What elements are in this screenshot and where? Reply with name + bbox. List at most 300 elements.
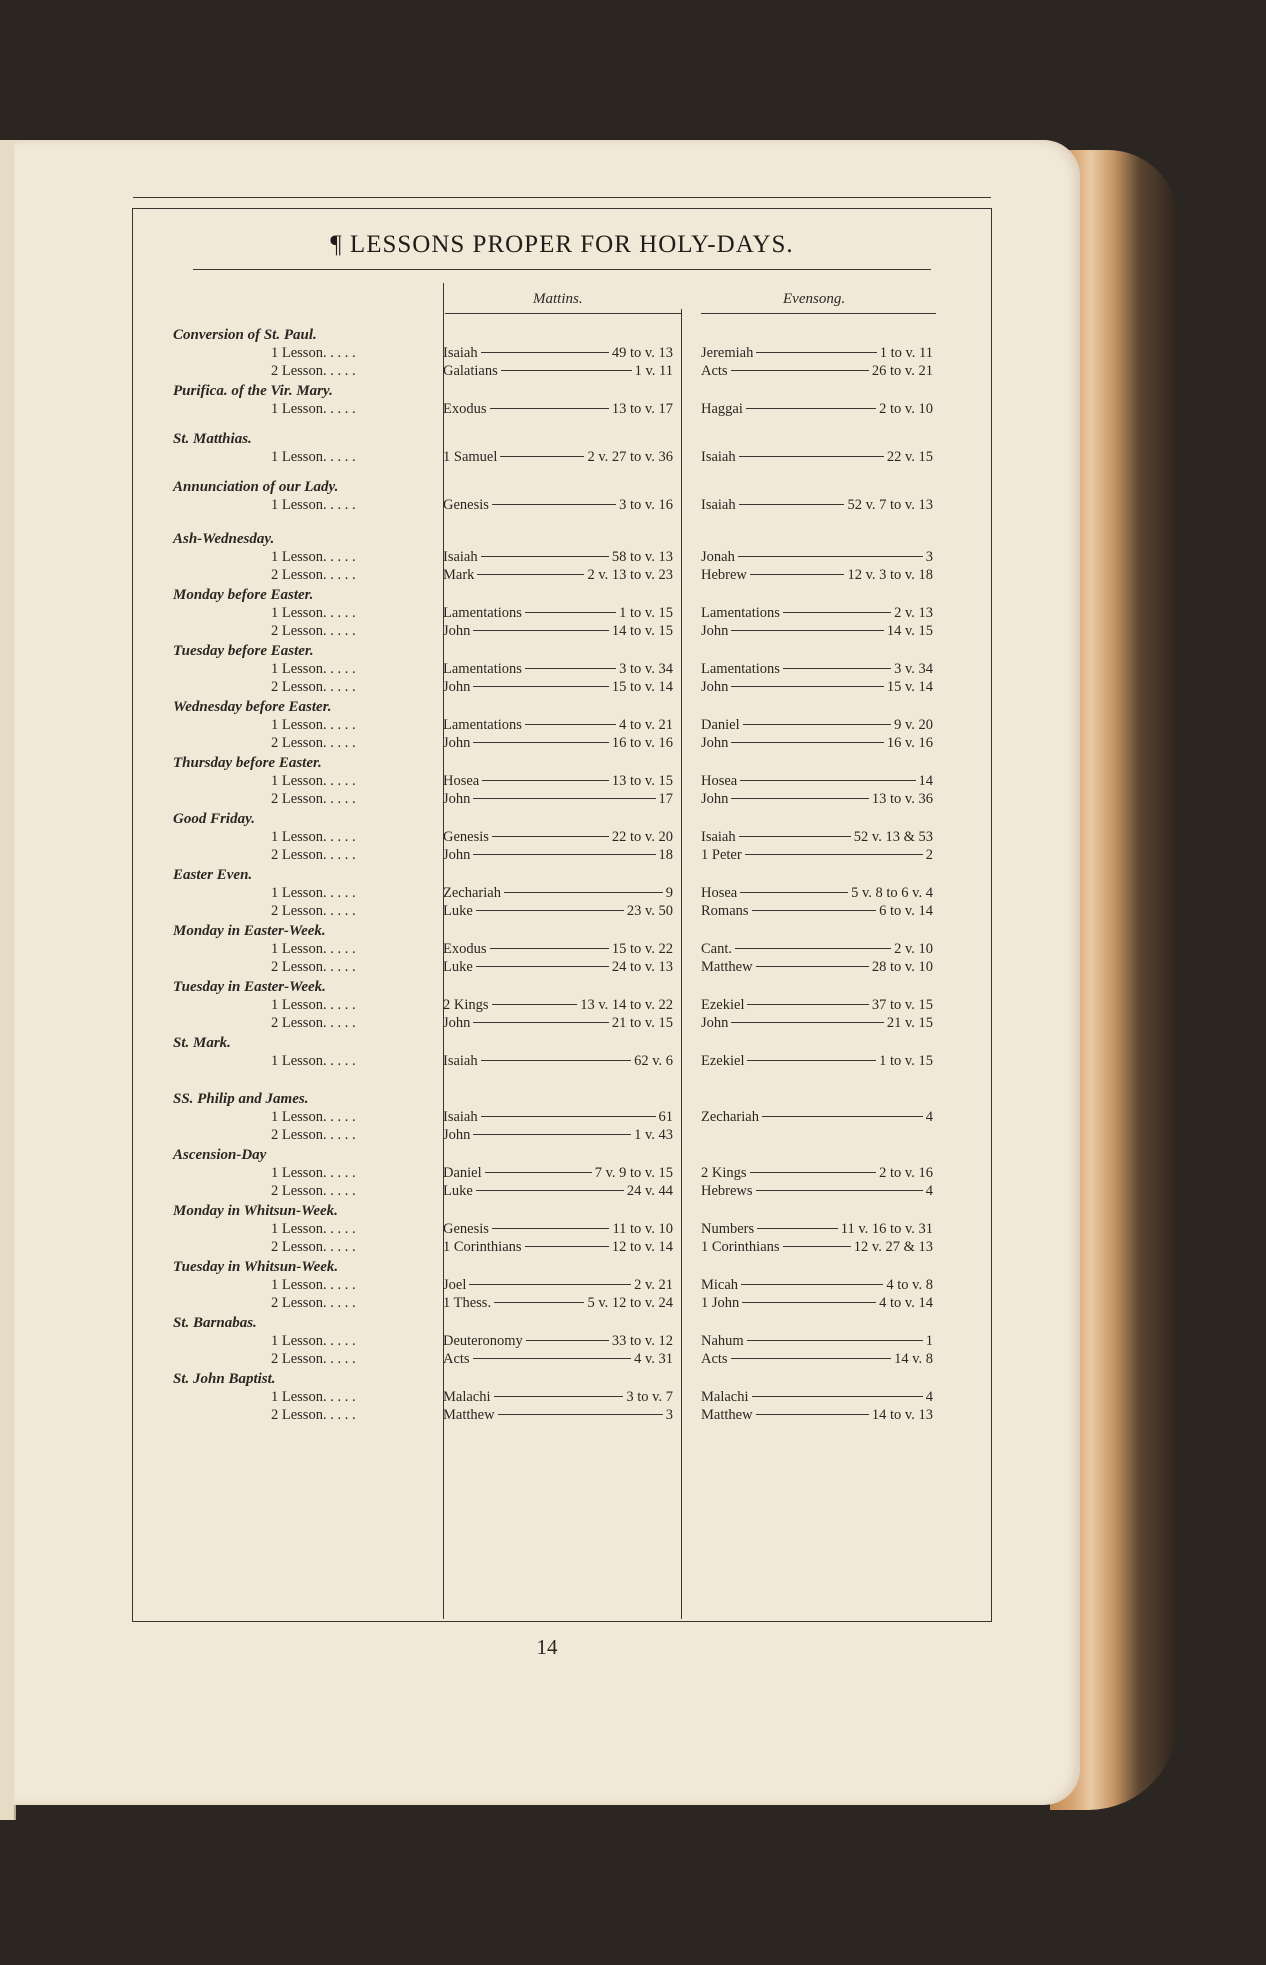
mattins-reference: 2 v. 13 to v. 23 <box>587 567 673 583</box>
leader-rule <box>473 1358 631 1359</box>
evensong-reference: 26 to v. 21 <box>871 363 933 379</box>
evensong-book: Matthew <box>701 959 753 975</box>
mattins-book: Isaiah <box>443 549 478 565</box>
evensong-lesson <box>701 661 933 678</box>
evensong-reference: 4 <box>925 1183 933 1199</box>
mattins-reference: 15 to v. 22 <box>611 941 673 957</box>
mattins-book: Daniel <box>443 1165 482 1181</box>
lesson-label: 2 Lesson. . . . . <box>271 1407 356 1423</box>
evensong-book: Micah <box>701 1277 739 1293</box>
mattins-lesson <box>443 1295 673 1312</box>
evensong-book: John <box>701 679 729 695</box>
lesson-label: 2 Lesson. . . . . <box>271 679 356 695</box>
evensong-book: Nahum <box>701 1333 744 1349</box>
evensong-lesson <box>701 1183 933 1200</box>
leader-rule <box>739 504 845 505</box>
evensong-book: Acts <box>701 1351 728 1367</box>
evensong-lesson <box>701 1165 933 1182</box>
holy-day-name: Annunciation of our Lady. <box>173 479 339 495</box>
evensong-reference: 3 <box>925 549 933 565</box>
evensong-book: Romans <box>701 903 749 919</box>
leader-rule <box>476 910 624 911</box>
mattins-lesson <box>443 363 673 380</box>
mattins-reference: 1 v. 43 <box>634 1127 673 1143</box>
leader-rule <box>482 780 609 781</box>
mattins-book: Genesis <box>443 497 489 513</box>
title-rule <box>193 269 931 270</box>
mattins-book: Acts <box>443 1351 470 1367</box>
leader-rule <box>739 836 851 837</box>
evensong-lesson <box>701 1333 933 1350</box>
leader-rule <box>740 780 915 781</box>
holy-day-name: St. Matthias. <box>173 431 252 447</box>
leader-rule <box>490 948 609 949</box>
mattins-book: Malachi <box>443 1389 491 1405</box>
holy-day-name: St. Barnabas. <box>173 1315 257 1331</box>
mattins-lesson <box>443 661 673 678</box>
leader-rule <box>783 612 891 613</box>
mattins-reference: 5 v. 12 to v. 24 <box>587 1295 673 1311</box>
mattins-reference: 3 <box>665 1407 673 1423</box>
mattins-reference: 22 to v. 20 <box>611 829 673 845</box>
lesson-label: 2 Lesson. . . . . <box>271 1183 356 1199</box>
evensong-reference: 21 v. 15 <box>886 1015 933 1031</box>
leader-rule <box>746 408 876 409</box>
leader-rule <box>525 1246 609 1247</box>
leader-rule <box>473 798 655 799</box>
evensong-reference: 14 v. 8 <box>894 1351 933 1367</box>
mattins-lesson <box>443 717 673 734</box>
leader-rule <box>731 742 883 743</box>
evensong-lesson <box>701 1239 933 1256</box>
leader-rule <box>498 1414 663 1415</box>
mattins-lesson <box>443 1165 673 1182</box>
evensong-lesson <box>701 1221 933 1238</box>
evensong-lesson <box>701 847 933 864</box>
evensong-lesson <box>701 1277 933 1294</box>
lesson-label: 2 Lesson. . . . . <box>271 363 356 379</box>
lesson-label: 2 Lesson. . . . . <box>271 1239 356 1255</box>
holy-day-name: Tuesday before Easter. <box>173 643 314 659</box>
holy-day-name: Monday in Whitsun-Week. <box>173 1203 338 1219</box>
mattins-lesson <box>443 1351 673 1368</box>
mattins-lesson <box>443 1333 673 1350</box>
lesson-label: 2 Lesson. . . . . <box>271 1127 356 1143</box>
leader-rule <box>757 1228 838 1229</box>
mattins-reference: 13 v. 14 to v. 22 <box>580 997 673 1013</box>
evensong-lesson <box>701 1351 933 1368</box>
mattins-reference: 15 to v. 14 <box>611 679 673 695</box>
lesson-label: 1 Lesson. . . . . <box>271 1333 356 1349</box>
mattins-reference: 18 <box>658 847 673 863</box>
mattins-book: John <box>443 735 471 751</box>
mattins-book: Isaiah <box>443 1109 478 1125</box>
evensong-reference: 1 to v. 15 <box>879 1053 933 1069</box>
leader-rule <box>492 504 616 505</box>
mattins-lesson <box>443 1109 673 1126</box>
evensong-book: Hebrew <box>701 567 747 583</box>
mattins-reference: 12 to v. 14 <box>611 1239 673 1255</box>
evensong-book: Zechariah <box>701 1109 759 1125</box>
holy-day-name: Thursday before Easter. <box>173 755 322 771</box>
mattins-book: Luke <box>443 959 473 975</box>
mattins-lesson <box>443 959 673 976</box>
holy-day-name: Easter Even. <box>173 867 253 883</box>
mattins-book: Isaiah <box>443 345 478 361</box>
mattins-reference: 17 <box>658 791 673 807</box>
evensong-book: Jeremiah <box>701 345 754 361</box>
mattins-reference: 24 v. 44 <box>626 1183 673 1199</box>
mattins-reference: 13 to v. 17 <box>611 401 673 417</box>
mattins-book: 2 Kings <box>443 997 489 1013</box>
leader-rule <box>481 352 609 353</box>
evensong-lesson <box>701 941 933 958</box>
mattins-reference: 2 v. 21 <box>634 1277 673 1293</box>
lesson-label: 1 Lesson. . . . . <box>271 449 356 465</box>
leader-rule <box>481 556 609 557</box>
leader-rule <box>731 630 883 631</box>
evensong-book: Acts <box>701 363 728 379</box>
mattins-book: Luke <box>443 1183 473 1199</box>
mattins-lesson <box>443 567 673 584</box>
mattins-reference: 4 to v. 21 <box>619 717 673 733</box>
lesson-label: 1 Lesson. . . . . <box>271 1109 356 1125</box>
mattins-book: Genesis <box>443 829 489 845</box>
leader-rule <box>501 370 632 371</box>
mattins-book: John <box>443 847 471 863</box>
leader-rule <box>485 1172 592 1173</box>
leader-rule <box>745 854 923 855</box>
holy-day-name: SS. Philip and James. <box>173 1091 309 1107</box>
evensong-reference: 2 to v. 10 <box>879 401 933 417</box>
evensong-lesson <box>701 717 933 734</box>
evensong-lesson <box>701 791 933 808</box>
evensong-book: Daniel <box>701 717 740 733</box>
holy-day-name: Monday in Easter-Week. <box>173 923 326 939</box>
leader-rule <box>504 892 663 893</box>
evensong-lesson <box>701 549 933 566</box>
evensong-lesson <box>701 959 933 976</box>
mattins-book: Exodus <box>443 941 487 957</box>
leader-rule <box>494 1302 584 1303</box>
mattins-lesson <box>443 449 673 466</box>
evensong-reference: 28 to v. 10 <box>871 959 933 975</box>
evensong-book: Isaiah <box>701 449 736 465</box>
evensong-lesson <box>701 1109 933 1126</box>
leader-rule <box>743 724 891 725</box>
holy-day-name: Tuesday in Easter-Week. <box>173 979 326 995</box>
evensong-book: John <box>701 735 729 751</box>
mattins-book: Hosea <box>443 773 480 789</box>
lesson-label: 1 Lesson. . . . . <box>271 1389 356 1405</box>
mattins-book: 1 Samuel <box>443 449 498 465</box>
mattins-book: John <box>443 791 471 807</box>
evensong-lesson <box>701 1295 933 1312</box>
mattins-lesson <box>443 623 673 640</box>
mattins-reference: 14 to v. 15 <box>611 623 673 639</box>
mattins-book: John <box>443 1127 471 1143</box>
evensong-reference: 11 v. 16 to v. 31 <box>840 1221 933 1237</box>
lesson-label: 1 Lesson. . . . . <box>271 941 356 957</box>
evensong-book: Hosea <box>701 885 738 901</box>
mattins-lesson <box>443 1277 673 1294</box>
mattins-lesson <box>443 941 673 958</box>
mattins-reference: 4 v. 31 <box>634 1351 673 1367</box>
mattins-book: Matthew <box>443 1407 495 1423</box>
leader-rule <box>750 574 845 575</box>
lesson-label: 1 Lesson. . . . . <box>271 605 356 621</box>
evensong-heading-rule <box>701 313 936 314</box>
mattins-book: Joel <box>443 1277 467 1293</box>
leader-rule <box>525 724 616 725</box>
mattins-lesson <box>443 1389 673 1406</box>
mattins-lesson <box>443 791 673 808</box>
mattins-lesson <box>443 1127 673 1144</box>
mattins-reference: 1 v. 11 <box>634 363 673 379</box>
lesson-label: 1 Lesson. . . . . <box>271 885 356 901</box>
evensong-book: Isaiah <box>701 829 736 845</box>
evensong-book: Malachi <box>701 1389 749 1405</box>
leader-rule <box>756 352 876 353</box>
leader-rule <box>492 1228 610 1229</box>
leader-rule <box>741 1284 883 1285</box>
leader-rule <box>731 370 869 371</box>
lesson-label: 1 Lesson. . . . . <box>271 1053 356 1069</box>
mattins-book: John <box>443 1015 471 1031</box>
evensong-lesson <box>701 363 933 380</box>
leader-rule <box>500 456 584 457</box>
lesson-label: 2 Lesson. . . . . <box>271 567 356 583</box>
leader-rule <box>735 948 891 949</box>
mattins-reference: 62 v. 6 <box>634 1053 673 1069</box>
evensong-lesson <box>701 605 933 622</box>
lesson-label: 1 Lesson. . . . . <box>271 717 356 733</box>
evensong-book: 2 Kings <box>701 1165 747 1181</box>
mattins-heading-rule <box>445 313 681 314</box>
mattins-book: 1 Corinthians <box>443 1239 522 1255</box>
mattins-book: Lamentations <box>443 661 522 677</box>
mattins-reference: 1 to v. 15 <box>619 605 673 621</box>
evensong-book: Jonah <box>701 549 735 565</box>
evensong-reference: 14 to v. 13 <box>871 1407 933 1423</box>
lesson-label: 2 Lesson. . . . . <box>271 847 356 863</box>
holy-day-name: Wednesday before Easter. <box>173 699 332 715</box>
evensong-reference: 12 v. 3 to v. 18 <box>847 567 933 583</box>
mattins-reference: 49 to v. 13 <box>611 345 673 361</box>
leader-rule <box>742 1302 876 1303</box>
leader-rule <box>473 1134 631 1135</box>
mattins-lesson <box>443 1015 673 1032</box>
mattins-book: Zechariah <box>443 885 501 901</box>
holy-day-name: Tuesday in Whitsun-Week. <box>173 1259 339 1275</box>
leader-rule <box>476 1190 624 1191</box>
evensong-lesson <box>701 497 933 514</box>
mattins-lesson <box>443 847 673 864</box>
leader-rule <box>481 1116 656 1117</box>
leader-rule <box>739 456 884 457</box>
evensong-book: Hosea <box>701 773 738 789</box>
mattins-lesson <box>443 401 673 418</box>
evensong-book: Numbers <box>701 1221 755 1237</box>
leader-rule <box>747 1060 876 1061</box>
lesson-label: 1 Lesson. . . . . <box>271 549 356 565</box>
page-number: 14 <box>536 1635 558 1659</box>
evensong-reference: 2 v. 13 <box>894 605 933 621</box>
evensong-lesson <box>701 997 933 1014</box>
evensong-reference: 13 to v. 36 <box>871 791 933 807</box>
holy-day-name: Monday before Easter. <box>173 587 314 603</box>
mattins-book: John <box>443 623 471 639</box>
mattins-lesson <box>443 345 673 362</box>
mattins-lesson <box>443 903 673 920</box>
lessons-table-frame <box>132 208 992 1622</box>
mattins-reference: 16 to v. 16 <box>611 735 673 751</box>
evensong-book: Lamentations <box>701 605 780 621</box>
evensong-reference: 22 v. 15 <box>886 449 933 465</box>
page-title: ¶ LESSONS PROPER FOR HOLY-DAYS. <box>330 231 794 258</box>
mattins-lesson <box>443 885 673 902</box>
leader-rule <box>731 798 869 799</box>
evensong-lesson <box>701 1389 933 1406</box>
holy-day-name: St. Mark. <box>173 1035 231 1051</box>
evensong-reference: 1 <box>925 1333 933 1349</box>
evensong-lesson <box>701 679 933 696</box>
mattins-lesson <box>443 549 673 566</box>
mattins-reference: 23 v. 50 <box>626 903 673 919</box>
leader-rule <box>492 1004 578 1005</box>
leader-rule <box>731 1022 883 1023</box>
mattins-lesson <box>443 679 673 696</box>
evensong-reference: 4 <box>925 1389 933 1405</box>
mattins-lesson <box>443 735 673 752</box>
evensong-book: 1 Peter <box>701 847 742 863</box>
leader-rule <box>481 1060 631 1061</box>
mattins-lesson <box>443 497 673 514</box>
evensong-reference: 12 v. 27 & 13 <box>853 1239 933 1255</box>
leader-rule <box>492 836 609 837</box>
mattins-book: Luke <box>443 903 473 919</box>
evensong-book: John <box>701 1015 729 1031</box>
evensong-reference: 2 <box>925 847 933 863</box>
leader-rule <box>762 1116 923 1117</box>
lesson-label: 1 Lesson. . . . . <box>271 997 356 1013</box>
evensong-reference: 2 to v. 16 <box>879 1165 933 1181</box>
evensong-reference: 16 v. 16 <box>886 735 933 751</box>
mattins-lesson <box>443 773 673 790</box>
mattins-book: John <box>443 679 471 695</box>
lesson-label: 2 Lesson. . . . . <box>271 1015 356 1031</box>
mattins-reference: 9 <box>665 885 673 901</box>
leader-rule <box>747 1340 923 1341</box>
mattins-reference: 33 to v. 12 <box>611 1333 673 1349</box>
leader-rule <box>756 1190 923 1191</box>
book-page <box>14 140 1080 1805</box>
mattins-book: Lamentations <box>443 717 522 733</box>
leader-rule <box>783 1246 851 1247</box>
leader-rule <box>738 556 923 557</box>
evensong-reference: 6 to v. 14 <box>879 903 933 919</box>
leader-rule <box>752 910 877 911</box>
evensong-reference: 4 <box>925 1109 933 1125</box>
mattins-heading: Mattins. <box>533 291 583 307</box>
leader-rule <box>756 1414 869 1415</box>
leader-rule <box>752 1396 923 1397</box>
holy-day-name: Ascension-Day <box>173 1147 267 1163</box>
evensong-book: Ezekiel <box>701 1053 745 1069</box>
leader-rule <box>473 1022 609 1023</box>
evensong-book: Cant. <box>701 941 733 957</box>
mattins-reference: 24 to v. 13 <box>611 959 673 975</box>
evensong-reference: 14 <box>918 773 933 789</box>
leader-rule <box>525 612 616 613</box>
mattins-book: Mark <box>443 567 475 583</box>
evensong-reference: 52 v. 7 to v. 13 <box>847 497 933 513</box>
evensong-reference: 37 to v. 15 <box>871 997 933 1013</box>
mattins-reference: 61 <box>658 1109 673 1125</box>
evensong-book: Ezekiel <box>701 997 745 1013</box>
evensong-book: Hebrews <box>701 1183 753 1199</box>
mattins-book: Exodus <box>443 401 487 417</box>
leader-rule <box>756 966 869 967</box>
lesson-label: 1 Lesson. . . . . <box>271 345 356 361</box>
evensong-reference: 3 v. 34 <box>894 661 933 677</box>
evensong-lesson <box>701 401 933 418</box>
mattins-reference: 3 to v. 7 <box>626 1389 673 1405</box>
evensong-book: Lamentations <box>701 661 780 677</box>
mattins-book: Isaiah <box>443 1053 478 1069</box>
evensong-reference: 5 v. 8 to 6 v. 4 <box>851 885 933 901</box>
leader-rule <box>490 408 609 409</box>
evensong-lesson <box>701 735 933 752</box>
holy-day-name: St. John Baptist. <box>173 1371 276 1387</box>
mattins-lesson <box>443 1053 673 1070</box>
evensong-book: Matthew <box>701 1407 753 1423</box>
mattins-lesson <box>443 605 673 622</box>
lesson-label: 1 Lesson. . . . . <box>271 401 356 417</box>
leader-rule <box>750 1172 877 1173</box>
evensong-lesson <box>701 903 933 920</box>
evensong-lesson <box>701 1407 933 1424</box>
mattins-reference: 2 v. 27 to v. 36 <box>587 449 673 465</box>
mattins-lesson <box>443 1183 673 1200</box>
evensong-reference: 52 v. 13 & 53 <box>853 829 933 845</box>
mattins-book: 1 Thess. <box>443 1295 492 1311</box>
mattins-reference: 21 to v. 15 <box>611 1015 673 1031</box>
evensong-heading: Evensong. <box>783 291 846 307</box>
lesson-label: 2 Lesson. . . . . <box>271 791 356 807</box>
mattins-lesson <box>443 997 673 1014</box>
lesson-label: 1 Lesson. . . . . <box>271 661 356 677</box>
leader-rule <box>731 686 883 687</box>
evensong-book: Isaiah <box>701 497 736 513</box>
lesson-label: 2 Lesson. . . . . <box>271 903 356 919</box>
mattins-book: Genesis <box>443 1221 489 1237</box>
evensong-lesson <box>701 773 933 790</box>
mattins-reference: 13 to v. 15 <box>611 773 673 789</box>
evensong-book: 1 John <box>701 1295 740 1311</box>
leader-rule <box>473 630 609 631</box>
evensong-lesson <box>701 885 933 902</box>
lesson-label: 2 Lesson. . . . . <box>271 1351 356 1367</box>
lesson-label: 1 Lesson. . . . . <box>271 829 356 845</box>
lesson-label: 1 Lesson. . . . . <box>271 497 356 513</box>
leader-rule <box>740 892 848 893</box>
leader-rule <box>747 1004 868 1005</box>
mattins-reference: 11 to v. 10 <box>612 1221 673 1237</box>
evensong-reference: 1 to v. 11 <box>879 345 933 361</box>
evensong-reference: 4 to v. 8 <box>886 1277 933 1293</box>
mattins-lesson <box>443 1239 673 1256</box>
